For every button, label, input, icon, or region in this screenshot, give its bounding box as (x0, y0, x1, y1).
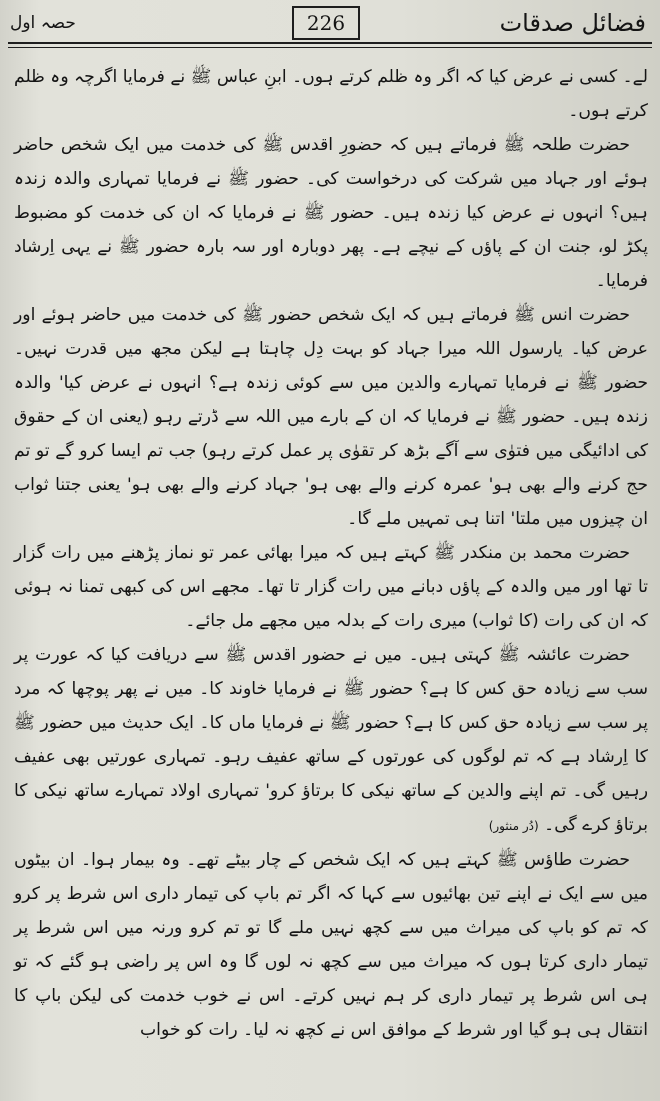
page-number: 226 (292, 6, 360, 40)
paragraph-3: حضرت انس ﷺ فرماتے ہیں کہ ایک شخص حضور ﷺ کی خدمت میں حاضر ہوئے اور عرض کیا۔ یارسول اللہ میرا جہاد کو بہت دِل چاہتا ہے لیکن مجھ میں قدرت نہیں۔ حضور ﷺ نے فرمایا تمہارے والدین میں سے کوئی زندہ ہے؟ انہوں نے عرض کیا' والدہ زندہ ہیں۔ حضور ﷺ نے فرمایا کہ ان کے بارے میں اللہ سے ڈرتے رہو (یعنی ان کے حقوق کی ادائیگی میں فتوٰی سے آگے بڑھ کر تقوٰی پر عمل کرتے رہو) جب تم ایسا کرو گے تو تم حج کرنے والے بھی ہو' عمرہ کرنے والے بھی ہو' جہاد کرنے والے بھی ہو' یعنی جتنا ثواب ان چیزوں میں ملتا' اتنا ہی تمہیں ملے گا۔ (14, 305, 648, 529)
paragraph-5 (14, 638, 648, 843)
section-label: حصہ اول (10, 13, 76, 33)
paragraph-6: حضرت طاؤس ﷺ کہتے ہیں کہ ایک شخص کے چار بیٹے تھے۔ وہ بیمار ہوا۔ ان بیٹوں میں سے ایک نے اپنے تین بھائیوں سے کہا کہ اگر تم باپ کی تیمار داری اس شرط پر کرو کہ تم کو باپ کی میراث میں سے کچھ نہیں ملے گا تو تم کرو ورنہ میں اس شرط پر تیمار داری کرتا ہوں کہ میراث میں سے کچھ نہ لوں گا وہ اس پر راضی ہو گئے کہ تو ہی اس شرط پر تیمار داری کر ہم نہیں کرتے۔ اس نے خوب خدمت کی لیکن باپ کا انتقال ہی ہو گیا اور شرط کے موافق اس نے کچھ نہ لیا۔ رات کو خواب (14, 850, 648, 1040)
page-body (14, 60, 648, 1047)
paragraph-5-text: حضرت عائشہ ﷺ کہتی ہیں۔ میں نے حضور اقدس ﷺ سے دریافت کیا کہ عورت پر سب سے زیادہ حق کس کا ہے؟ حضور ﷺ نے فرمایا خاوند کا۔ میں نے پھر پوچھا کہ مرد پر سب سے زیادہ حق کس کا ہے؟ حضور ﷺ نے فرمایا ماں کا۔ ایک حدیث میں حضور ﷺ کا اِرشاد ہے کہ تم لوگوں کی عورتوں کے ساتھ عفیف رہو۔ تمہاری عورتیں بھی عفیف رہیں گی۔ تم اپنے والدین کے ساتھ نیکی کا برتاؤ کرو' تمہاری اولاد تمہارے ساتھ نیکی کا برتاؤ کرے گی۔ (14, 645, 648, 835)
paragraph-2: حضرت طلحہ ﷺ فرماتے ہیں کہ حضورِ اقدس ﷺ کی خدمت میں ایک شخص حاضر ہوئے اور جہاد میں شرکت کی درخواست کی۔ حضور ﷺ نے فرمایا تمہاری والدہ زندہ ہیں؟ انہوں نے عرض کیا زندہ ہیں۔ حضور ﷺ نے فرمایا کہ ان کی خدمت کو مضبوط پکڑ لو، جنت ان کے پاؤں کے نیچے ہے۔ پھر دوبارہ اور سہ بارہ حضور ﷺ نے یہی اِرشاد فرمایا۔ (14, 135, 648, 291)
header-rule-thin (8, 47, 652, 48)
paragraph-4: حضرت محمد بن منکدر ﷺ کہتے ہیں کہ میرا بھائی عمر تو نماز پڑھنے میں رات گزار تا تھا اور میں والدہ کے پاؤں دبانے میں رات گزار تا تھا۔ مجھے اس کی کبھی تمنا نہ ہوئی کہ ان کی رات (کا ثواب) میری رات کے بدلہ میں مجھے مل جائے۔ (14, 543, 648, 631)
page-header (0, 0, 660, 58)
reference-citation: (دُر منثور) (488, 819, 539, 833)
header-rule (8, 42, 652, 44)
paragraph-1: لے۔ کسی نے عرض کیا کہ اگر وہ ظلم کرتے ہوں۔ ابنِ عباس ﷺ نے فرمایا اگرچہ وہ ظلم کرتے ہوں۔ (14, 67, 648, 121)
book-title: فضائل صدقات (499, 9, 646, 37)
